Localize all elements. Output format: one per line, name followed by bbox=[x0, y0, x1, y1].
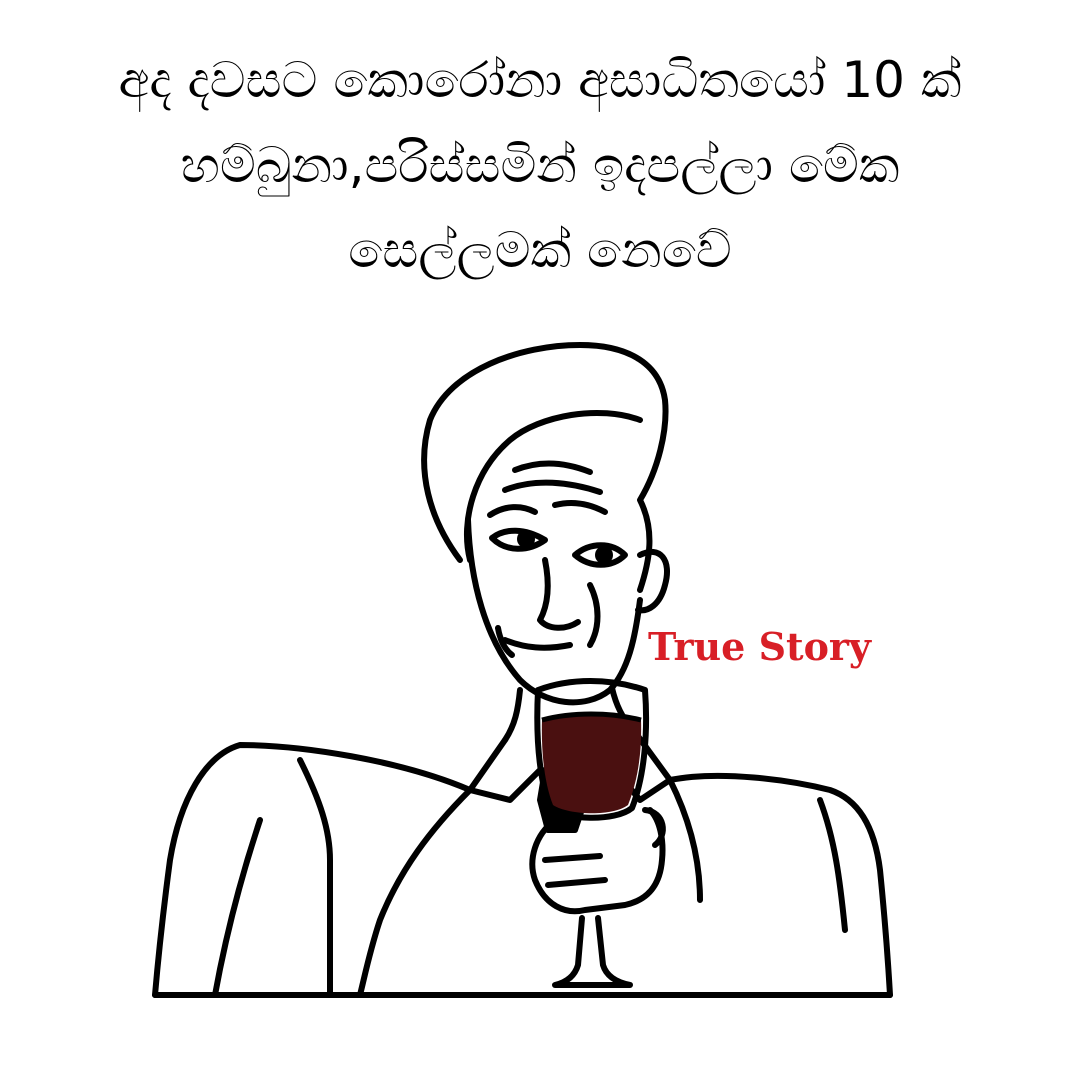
caption-line-1: අද දවසට කොරෝනා අසාධිතයෝ 10 ක් bbox=[118, 51, 962, 109]
true-story-label: True Story bbox=[648, 624, 872, 669]
lapel-right bbox=[670, 780, 700, 900]
left-eyebrow bbox=[490, 507, 535, 515]
caption-line-3: සෙල්ලමක් නෙවේ bbox=[348, 221, 732, 279]
jacket-right-shoulder bbox=[670, 776, 890, 995]
lapel-left bbox=[360, 790, 470, 995]
neck-left bbox=[505, 690, 520, 740]
sleeve-line bbox=[215, 820, 260, 995]
hair-outline bbox=[424, 345, 665, 590]
left-pupil bbox=[520, 533, 532, 545]
nose bbox=[540, 560, 578, 628]
finger-1 bbox=[545, 856, 600, 860]
cheek-line bbox=[590, 585, 598, 645]
caption bbox=[0, 38, 1080, 293]
right-pupil bbox=[598, 549, 610, 561]
mouth bbox=[505, 640, 570, 648]
caption-line-2: හම්බුනා,පරිස්සමින් ඉදපල්ලා මේක bbox=[180, 136, 900, 194]
wrinkle-1 bbox=[515, 463, 590, 472]
wrinkle-2 bbox=[505, 483, 600, 492]
jacket-fold-left bbox=[300, 760, 330, 995]
collar-left bbox=[470, 740, 540, 800]
wine bbox=[542, 714, 641, 813]
jacket-fold-right bbox=[820, 800, 845, 930]
thumb bbox=[645, 810, 663, 845]
glass-stem bbox=[555, 918, 630, 985]
wrinkle-3 bbox=[555, 503, 605, 512]
finger-2 bbox=[548, 880, 605, 885]
true-story-rage-face-icon bbox=[140, 330, 1020, 1010]
